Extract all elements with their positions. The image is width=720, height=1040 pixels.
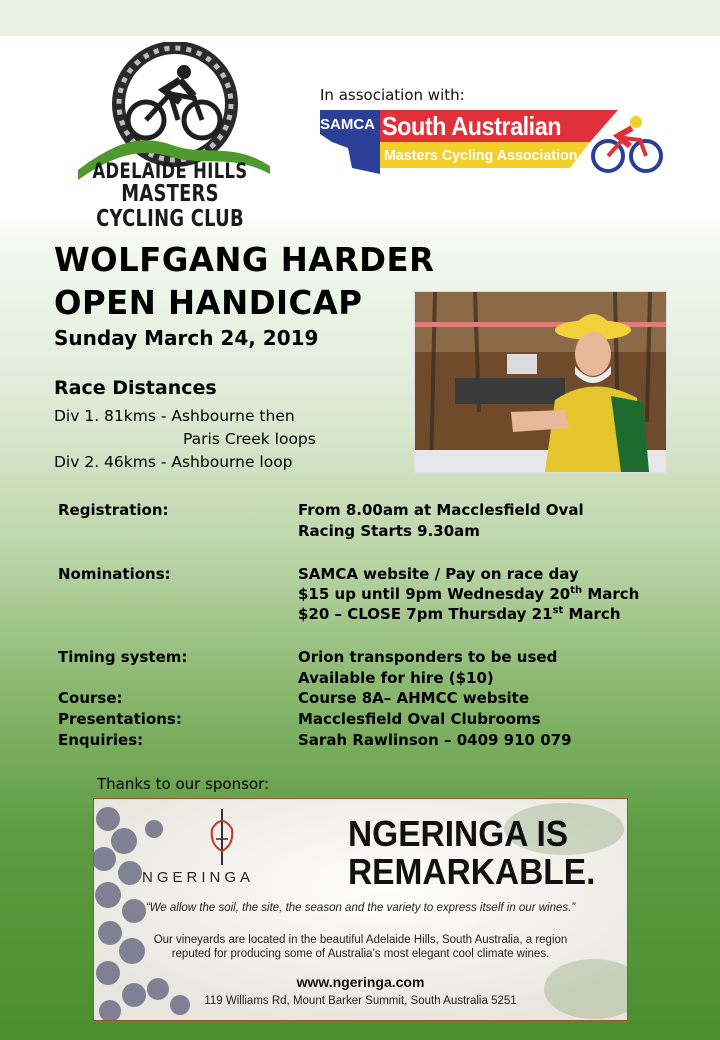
sponsor-headline-line2: REMARKABLE. [348,851,596,892]
club-name [75,160,265,232]
race-distances-heading: Race Distances [54,377,217,399]
sponsor-quote: “We allow the soil, the site, the season and the variety to express itself in our wines.” [145,902,576,914]
timing-label: Timing system: [58,648,188,666]
sponsor-panel [93,798,628,1021]
registration-value-2: Racing Starts 9.30am [298,522,480,540]
race-distance-div1: Div 1. 81kms - Ashbourne then [54,407,295,425]
sponsor-headline [348,815,595,891]
sponsor-brand: NGERINGA [142,869,255,886]
event-photo [414,291,667,473]
cyclist-icon [128,65,220,138]
nominations-value-2-sup: th [570,585,583,596]
registration-value-1: From 8.00am at Macclesfield Oval [298,501,584,519]
sponsor-website: www.ngeringa.com [296,974,425,990]
presentations-value: Macclesfield Oval Clubrooms [298,710,541,728]
event-title-line1: WOLFGANG HARDER [54,240,435,279]
timing-value-2: Available for hire ($10) [298,669,494,687]
nominations-value-2 [298,585,639,603]
nominations-value-3 [298,605,621,623]
registration-label: Registration: [58,501,169,519]
event-date: Sunday March 24, 2019 [54,326,319,350]
event-title-line2: OPEN HANDICAP [54,283,363,322]
samca-subname: Masters Cycling Association [384,147,578,164]
top-band [0,0,720,36]
course-label: Course: [58,689,123,707]
course-value: Course 8A– AHMCC website [298,689,529,707]
sponsor-address: 119 Williams Rd, Mount Barker Summit, South Australia 5251 [204,995,517,1007]
enquiries-label: Enquiries: [58,731,144,749]
race-distance-div2: Div 2. 46kms - Ashbourne loop [54,453,293,471]
nominations-value-2-end: March [582,585,640,603]
samca-abbreviation: SAMCA [320,116,375,133]
nominations-value-3-text: $20 – CLOSE 7pm Thursday 21 [298,605,553,623]
nominations-value-3-end: March [563,605,621,623]
sponsor-thanks: Thanks to our sponsor: [97,775,270,793]
sponsor-headline-line1: NGERINGA IS [348,813,569,854]
presentations-label: Presentations: [58,710,182,728]
timing-value-1: Orion transponders to be used [298,648,558,666]
club-name-line2: MASTERS CYCLING CLUB [96,181,244,232]
sponsor-description [114,933,607,961]
enquiries-value: Sarah Rawlinson – 0409 910 079 [298,731,572,749]
nominations-value-3-sup: st [552,605,564,616]
samca-name: South Australian [382,111,562,141]
sponsor-description-line2: reputed for producing some of Australia’s most elegant cool climate wines. [171,948,550,960]
event-title [54,238,435,324]
race-distance-div1-cont: Paris Creek loops [183,430,316,448]
nominations-value-2-text: $15 up until 9pm Wednesday 20 [298,585,571,603]
sponsor-description-line1: Our vineyards are located in the beautiful Adelaide Hills, South Australia, a region [153,934,568,946]
nominations-label: Nominations: [58,565,171,583]
club-name-line1: ADELAIDE HILLS [92,159,248,183]
nominations-value-1: SAMCA website / Pay on race day [298,565,579,583]
association-label: In association with: [320,86,465,104]
